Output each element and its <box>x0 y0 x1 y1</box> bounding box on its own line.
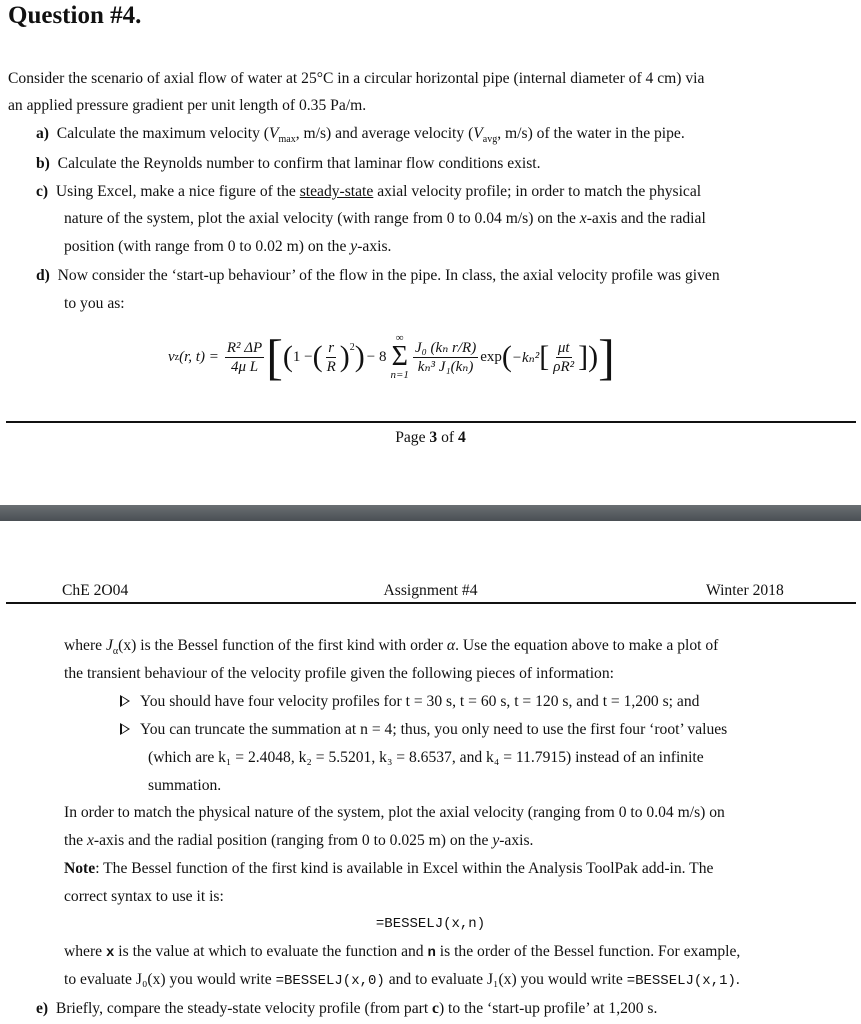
footer-rule <box>6 421 856 423</box>
math: −kₙ² <box>511 349 540 366</box>
math: y <box>492 832 500 849</box>
item-c <box>36 182 701 202</box>
example-line-1 <box>64 942 740 963</box>
denominator: ρR² <box>553 358 575 375</box>
math: V <box>473 125 483 142</box>
code: x <box>106 945 115 961</box>
math-sub: max <box>278 134 296 146</box>
fraction <box>413 339 478 376</box>
question-title: Question #4. <box>8 2 142 29</box>
text: Using Excel, make a nice figure of the <box>55 183 300 200</box>
sum-upper: ∞ <box>395 332 404 344</box>
header-course: ChE 2O04 <box>62 582 129 599</box>
numerator: R² ΔP <box>226 339 263 356</box>
item-c-line-2 <box>64 209 706 229</box>
math: y <box>350 238 358 255</box>
item-label: c) <box>36 183 49 200</box>
header-term: Winter 2018 <box>706 582 784 599</box>
text: c <box>432 1000 439 1017</box>
code: =BESSELJ(x,0) <box>275 973 385 989</box>
math: α <box>446 637 456 654</box>
triangle-bullet-icon <box>120 695 130 707</box>
text: 4 <box>458 429 466 446</box>
exponent: 2 <box>349 341 355 353</box>
bracket: ] <box>598 329 615 385</box>
math: V <box>268 125 279 142</box>
text: 3 <box>429 429 438 446</box>
item-e <box>36 999 657 1019</box>
item-b <box>36 154 541 174</box>
paren: ) <box>354 340 365 373</box>
text: -axis and the radial <box>586 210 706 227</box>
bracket: [ <box>266 329 283 385</box>
paren: ( <box>312 340 323 373</box>
note-line-1 <box>64 859 713 879</box>
paren: ( <box>501 340 512 373</box>
math: J <box>106 637 113 654</box>
math-sub: z <box>174 351 180 363</box>
item-label: e) <box>36 1000 49 1017</box>
sum-lower: n=1 <box>390 369 409 381</box>
item-d <box>36 266 720 286</box>
header-assignment: Assignment #4 <box>383 582 478 599</box>
denominator: R <box>326 358 336 375</box>
item-a <box>36 124 685 150</box>
order-line-1: In order to match the physical nature of the system, plot the axial velocity (ranging from 0 to 0.04 m/s) on <box>64 804 725 821</box>
intro-line-1: Consider the scenario of axial flow of water at 25°C in a circular horizontal pipe (internal diameter of 4 cm) via <box>8 70 705 87</box>
summation <box>391 333 409 381</box>
text: where <box>64 637 106 654</box>
page-number <box>0 428 861 448</box>
text: -axis. <box>357 238 392 255</box>
text: the <box>64 832 87 849</box>
denominator: 4μ L <box>230 358 259 375</box>
velocity-equation <box>168 320 615 394</box>
underlined-text: steady-state <box>299 183 374 200</box>
text: Calculate the maximum velocity ( <box>56 125 269 142</box>
bullet-2-line-2: (which are k₁ = 2.4048, k₂ = 5.5201, k₃ = 8.6537, and k₄ = 11.7915) instead of an infinite <box>148 749 704 766</box>
code: =BESSELJ(x,1) <box>626 973 736 989</box>
text: , m/s) of the water in the pipe. <box>497 125 685 142</box>
bullet-1 <box>120 692 699 712</box>
fraction <box>225 339 264 376</box>
math-sub: α <box>112 646 119 658</box>
text: exp <box>480 348 502 365</box>
text: -axis. <box>499 832 534 849</box>
page-separator <box>0 505 861 521</box>
text: Page <box>395 429 430 446</box>
math: x <box>86 832 94 849</box>
fraction <box>325 339 338 376</box>
text: axial velocity profile; in order to match the physical <box>373 183 702 200</box>
text: position (with range from 0 to 0.02 m) on the <box>64 238 351 255</box>
paren: ) <box>588 340 599 373</box>
bracket: [ <box>539 340 550 373</box>
bullet-2 <box>120 720 727 740</box>
text: 1 − <box>292 348 313 365</box>
item-d-line-2: to you as: <box>64 295 125 312</box>
intro-line-2: an applied pressure gradient per unit length of 0.35 Pa/m. <box>8 97 367 114</box>
text: . Use the equation above to make a plot of <box>455 637 719 654</box>
text: Now consider the ‘start-up behaviour’ of the flow in the pipe. In class, the axial velocity profile was given <box>57 267 720 284</box>
item-label: d) <box>36 267 50 284</box>
text: . <box>735 971 740 988</box>
text: (x) is the Bessel function of the first kind with order <box>118 637 447 654</box>
numerator: r <box>328 339 335 356</box>
text: to evaluate J₀(x) you would write <box>64 971 276 988</box>
text: is the order of the Bessel function. For example, <box>435 943 741 960</box>
math: (r, t) = <box>179 348 219 365</box>
code-syntax: =BESSELJ(x,n) <box>375 916 486 932</box>
text: Calculate the Reynolds number to confirm that laminar flow conditions exist. <box>57 155 541 172</box>
text: is the value at which to evaluate the function and <box>114 943 428 960</box>
text: nature of the system, plot the axial velocity (with range from 0 to 0.04 m/s) on the <box>64 210 580 227</box>
text: Briefly, compare the steady-state velocity profile (from part <box>55 1000 433 1017</box>
text: ) to the ‘start-up profile’ at 1,200 s. <box>438 1000 658 1017</box>
denominator: kₙ³ J₁(kₙ) <box>417 358 474 375</box>
bracket: ] <box>578 340 589 373</box>
sum-symbol: Σ <box>391 341 408 372</box>
math-sub: avg <box>482 134 498 146</box>
text: You can truncate the summation at n = 4; thus, you only need to use the first four ‘root’ values <box>140 721 728 738</box>
item-label: b) <box>36 155 50 172</box>
math: v <box>168 348 175 365</box>
example-line-2 <box>64 970 740 991</box>
code: n <box>427 945 436 961</box>
text: of <box>437 429 458 446</box>
text: where <box>64 943 106 960</box>
numerator: μt <box>557 339 570 356</box>
fraction <box>551 339 576 376</box>
text: and to evaluate J₁(x) you would write <box>384 971 627 988</box>
numerator: J₀ (kₙ r/R) <box>414 339 477 356</box>
text: : The Bessel function of the first kind is available in Excel within the Analysis ToolPak add-in. The <box>95 860 714 877</box>
bullet-2-line-3: summation. <box>148 777 222 794</box>
note-line-2: correct syntax to use it is: <box>64 888 224 905</box>
where-line-2: the transient behaviour of the velocity profile given the following pieces of information: <box>64 665 614 682</box>
where-line-1 <box>64 636 718 662</box>
triangle-bullet-icon <box>120 723 130 735</box>
item-c-line-3 <box>64 237 391 257</box>
header-rule <box>6 602 856 604</box>
text: , m/s) and average velocity ( <box>295 125 474 142</box>
text: -axis and the radial position (ranging from 0 to 0.025 m) on the <box>93 832 493 849</box>
order-line-2 <box>64 831 533 851</box>
paren: ( <box>282 340 293 373</box>
paren: ) <box>339 340 350 373</box>
math: x <box>579 210 587 227</box>
text: − 8 <box>366 348 387 365</box>
item-label: a) <box>36 125 49 142</box>
note-label: Note <box>64 860 96 877</box>
text: You should have four velocity profiles for t = 30 s, t = 60 s, t = 120 s, and t = 1,200 s; and <box>140 693 700 710</box>
